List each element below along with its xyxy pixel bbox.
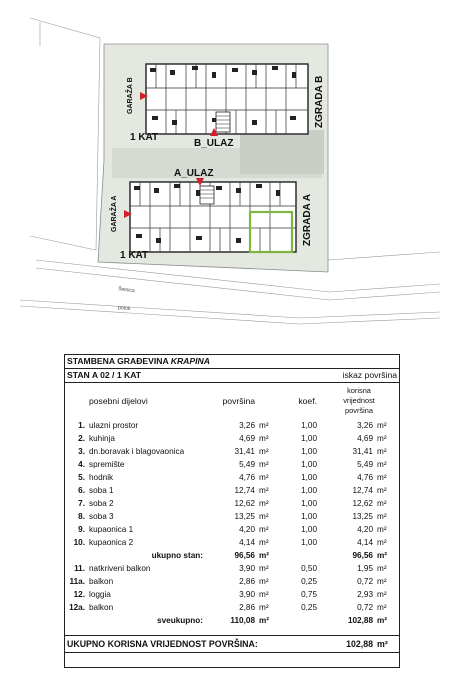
row-index: 5. <box>78 473 85 482</box>
row-coef: 1,00 <box>301 499 317 508</box>
row-area: 4,76 <box>239 473 255 482</box>
table-row <box>65 536 399 549</box>
subtotal-row <box>65 549 399 562</box>
row-coef: 1,00 <box>301 512 317 521</box>
row-usable: 4,14 <box>357 538 373 547</box>
row-usable: 5,49 <box>357 460 373 469</box>
table-row <box>65 601 399 614</box>
row-index: 6. <box>78 486 85 495</box>
row-area: 2,86 <box>239 577 255 586</box>
row-usable: 3,26 <box>357 421 373 430</box>
row-area-unit: m² <box>259 538 269 547</box>
total-unit2: m² <box>377 616 388 625</box>
col-area: površina <box>222 395 255 406</box>
col-usable-2: vrijednost <box>343 396 375 405</box>
row-name: soba 1 <box>89 486 114 495</box>
site-plan-drawing <box>0 0 452 340</box>
table-row <box>65 432 399 445</box>
row-name: hodnik <box>89 473 114 482</box>
spacer-row <box>65 627 399 636</box>
row-usable-unit: m² <box>377 590 387 599</box>
total-usable: 102,88 <box>347 616 373 625</box>
col-usable-3: površina <box>345 406 373 415</box>
row-usable-unit: m² <box>377 499 387 508</box>
subtotal-unit2: m² <box>377 551 388 560</box>
row-area-unit: m² <box>259 499 269 508</box>
building-a-label: ZGRADA A <box>302 193 313 246</box>
row-name: kuhinja <box>89 434 115 443</box>
road-label-2: potok <box>117 305 131 313</box>
table-row <box>65 510 399 523</box>
row-usable-unit: m² <box>377 486 387 495</box>
row-name: balkon <box>89 603 114 612</box>
row-area-unit: m² <box>259 486 269 495</box>
row-usable: 4,76 <box>357 473 373 482</box>
total-unit: m² <box>259 616 270 625</box>
row-name: kupaonica 2 <box>89 538 134 547</box>
subtotal-label: ukupno stan: <box>151 551 203 560</box>
row-name: kupaonica 1 <box>89 525 134 534</box>
row-usable-unit: m² <box>377 538 387 547</box>
row-usable: 13,25 <box>352 512 373 521</box>
row-index: 12a. <box>69 603 85 612</box>
row-usable-unit: m² <box>377 473 387 482</box>
row-usable-unit: m² <box>377 460 387 469</box>
row-index: 3. <box>78 447 85 456</box>
col-parts: posebni dijelovi <box>89 395 148 406</box>
row-area-unit: m² <box>259 447 269 456</box>
row-area: 3,90 <box>239 590 255 599</box>
row-area-unit: m² <box>259 590 269 599</box>
row-area-unit: m² <box>259 564 269 573</box>
row-area: 2,86 <box>239 603 255 612</box>
col-coef: koef. <box>298 395 317 406</box>
row-index: 2. <box>78 434 85 443</box>
row-name: ulazni prostor <box>89 421 139 430</box>
row-index: 12. <box>73 590 85 599</box>
row-index: 7. <box>78 499 85 508</box>
row-index: 11. <box>74 564 85 573</box>
area-report-label: iskaz površina <box>342 370 398 380</box>
row-area-unit: m² <box>259 421 269 430</box>
lawn-patch <box>240 130 324 174</box>
table-row <box>65 419 399 432</box>
row-index: 11a. <box>69 577 85 586</box>
row-coef: 0,25 <box>301 577 317 586</box>
row-usable: 1,95 <box>357 564 373 573</box>
row-usable-unit: m² <box>377 512 387 521</box>
row-area: 12,74 <box>234 486 255 495</box>
column-header-row <box>65 383 399 420</box>
row-usable-unit: m² <box>377 525 387 534</box>
col-usable-1: korisna <box>347 386 371 395</box>
final-total-row <box>65 636 399 653</box>
row-area-unit: m² <box>259 577 269 586</box>
table-row <box>65 445 399 458</box>
table-row <box>65 523 399 536</box>
row-area-unit: m² <box>259 512 269 521</box>
row-area: 31,41 <box>234 447 255 456</box>
table-row <box>65 497 399 510</box>
row-area: 3,90 <box>239 564 255 573</box>
row-index: 9. <box>78 525 85 534</box>
row-usable: 12,62 <box>352 499 373 508</box>
row-usable: 0,72 <box>357 603 373 612</box>
row-name: soba 3 <box>89 512 114 521</box>
title-prefix: STAMBENA GRAĐEVINA <box>67 356 169 366</box>
building-b-label: ZGRADA B <box>314 75 325 128</box>
area-spec-table <box>64 354 400 668</box>
floor-label-b: 1 KAT <box>130 132 159 143</box>
table-row <box>65 562 399 575</box>
row-coef: 1,00 <box>301 460 317 469</box>
row-area: 4,14 <box>239 538 255 547</box>
row-index: 8. <box>78 512 85 521</box>
row-usable-unit: m² <box>377 434 387 443</box>
row-usable-unit: m² <box>377 577 387 586</box>
row-coef: 1,00 <box>301 421 317 430</box>
row-coef: 1,00 <box>301 486 317 495</box>
row-coef: 0,75 <box>301 590 317 599</box>
row-usable: 2,93 <box>357 590 373 599</box>
table-row <box>65 471 399 484</box>
row-area: 3,26 <box>239 421 255 430</box>
row-coef: 1,00 <box>301 447 317 456</box>
entrance-a-label: A_ULAZ <box>174 168 214 179</box>
final-value: 102,88 <box>319 636 375 653</box>
row-area-unit: m² <box>259 473 269 482</box>
row-usable-unit: m² <box>377 421 387 430</box>
final-unit: m² <box>375 636 399 653</box>
row-coef: 0,25 <box>301 603 317 612</box>
row-index: 1. <box>78 421 85 430</box>
garage-b-label: GARAŽA B <box>127 77 134 114</box>
row-name: natkriveni balkon <box>89 564 151 573</box>
total-label: sveukupno: <box>157 616 203 625</box>
row-name: balkon <box>89 577 114 586</box>
total-row <box>65 614 399 627</box>
table-row <box>65 588 399 601</box>
garage-a-label: GARAŽA A <box>111 195 118 232</box>
row-name: loggia <box>89 590 111 599</box>
row-area-unit: m² <box>259 603 269 612</box>
row-usable: 4,20 <box>357 525 373 534</box>
row-area: 4,69 <box>239 434 255 443</box>
row-area: 4,20 <box>239 525 255 534</box>
row-name: soba 2 <box>89 499 114 508</box>
row-index: 10. <box>73 538 85 547</box>
road-label-1: Šetnica <box>117 286 136 295</box>
title-place: KRAPINA <box>170 356 210 366</box>
row-area-unit: m² <box>259 460 269 469</box>
row-coef: 1,00 <box>301 434 317 443</box>
row-area: 5,49 <box>239 460 255 469</box>
row-usable-unit: m² <box>377 447 387 456</box>
row-area: 13,25 <box>234 512 255 521</box>
row-name: spremište <box>89 460 125 469</box>
row-area: 12,62 <box>234 499 255 508</box>
unit-label: STAN A 02 / 1 KAT <box>67 370 142 380</box>
table-row <box>65 484 399 497</box>
final-label: UKUPNO KORISNA VRIJEDNOST POVRŠINA: <box>65 636 319 653</box>
unit-row <box>65 369 399 383</box>
row-area-unit: m² <box>259 434 269 443</box>
row-usable: 12,74 <box>352 486 373 495</box>
row-index: 4. <box>78 460 85 469</box>
building-a-plan <box>130 182 296 252</box>
row-usable-unit: m² <box>377 564 387 573</box>
row-coef: 1,00 <box>301 473 317 482</box>
row-area-unit: m² <box>259 525 269 534</box>
total-area: 110,08 <box>230 616 255 625</box>
row-usable: 31,41 <box>352 447 373 456</box>
building-b-plan <box>146 64 308 134</box>
table-row <box>65 575 399 588</box>
floor-label-a: 1 KAT <box>120 250 149 261</box>
entrance-b-label: B_ULAZ <box>194 138 234 149</box>
subtotal-unit: m² <box>259 551 270 560</box>
title-row <box>65 355 399 369</box>
table-row <box>65 458 399 471</box>
subtotal-area: 96,56 <box>234 551 255 560</box>
row-usable: 0,72 <box>357 577 373 586</box>
row-coef: 1,00 <box>301 525 317 534</box>
subtotal-usable: 96,56 <box>352 551 373 560</box>
row-coef: 0,50 <box>301 564 317 573</box>
row-usable-unit: m² <box>377 603 387 612</box>
row-usable: 4,69 <box>357 434 373 443</box>
row-coef: 1,00 <box>301 538 317 547</box>
row-name: dn.boravak i blagovaonica <box>89 447 185 456</box>
